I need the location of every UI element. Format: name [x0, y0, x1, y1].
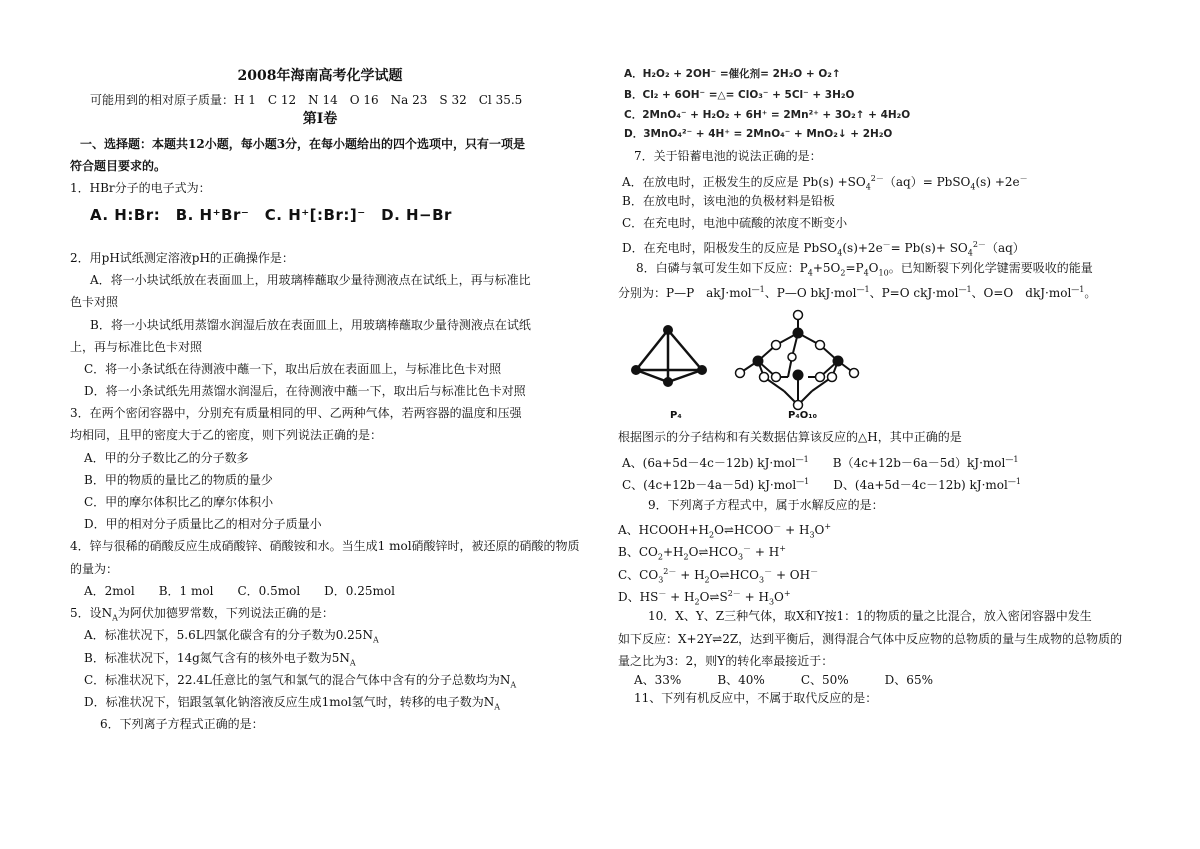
atomic-masses: 可能用到的相对原子质量：H 1 C 12 N 14 O 16 Na 23 S 32 Cl 35.5 [90, 93, 523, 107]
question-11: 11、下列有机反应中，不属于取代反应的是： [634, 691, 878, 705]
question-9: 9．下列离子方程式中，属于水解反应的是： [648, 498, 884, 512]
question-6: 6．下列离子方程式正确的是： [100, 717, 264, 731]
question-2-option-d: D．将一小条试纸先用蒸馏水润湿后，在待测液中蘸一下，取出后与标准比色卡对照 [84, 384, 526, 398]
question-5-option-b: B．标准状况下，14g氮气含有的核外电子数为$5N_A$ [84, 651, 356, 668]
question-7: 7．关于铅蓄电池的说法正确的是： [634, 149, 822, 163]
question-2-option-c: C．将一小条试纸在待测液中蘸一下，取出后放在表面皿上，与标准比色卡对照 [84, 362, 502, 376]
question-8-line1: 8．白磷与氧可发生如下反应：$P_4+5O_2=P_4O_{10}$。已知断裂下列化学键需要吸收的能量 [636, 261, 1093, 278]
question-5-option-a: A．标准状况下，5.6L四氯化碳含有的分子数为$0.25N_A$ [84, 628, 379, 645]
question-6-option-c: C．2MnO₄⁻ + H₂O₂ + 6H⁺ = 2Mn²⁺ + 3O₂↑ + 4H₂O [624, 109, 911, 121]
question-6-option-a: A．H₂O₂ + 2OH⁻ =催化剂= 2H₂O + O₂↑ [624, 68, 841, 80]
question-7-option-b: B．在放电时，该电池的负极材料是铅板 [622, 194, 835, 208]
section-intro-line2: 符合题目要求的。 [70, 159, 167, 173]
exam-title: 2008年海南高考化学试题 [237, 68, 403, 84]
question-2-option-b-line2: 上，再与标准比色卡对照 [70, 340, 203, 354]
p4-label: P₄ [670, 410, 682, 421]
question-6-option-d: D．3MnO₄²⁻ + 4H⁺ = 2MnO₄⁻ + MnO₂↓ + 2H₂O [624, 128, 893, 140]
question-9-option-a: A、$HCOOH+H_2O\rightleftharpoons HCOO^- + H_3O^+$ [618, 522, 832, 540]
question-3-option-b: B．甲的物质的量比乙的物质的量少 [84, 473, 273, 487]
question-1-options: A. H:Br: B. H⁺Br⁻ C. H⁺[:Br:]⁻ D. H−Br [90, 206, 452, 224]
question-2-option-b-line1: B．将一小块试纸用蒸馏水润湿后放在表面皿上，用玻璃棒蘸取少量待测液点在试纸 [90, 318, 531, 332]
question-3-option-a: A．甲的分子数比乙的分子数多 [84, 451, 249, 465]
question-8-line2: 分别为：P—P akJ·mol$^{—1}$、P—O bkJ·mol$^{—1}$、P=O ckJ·mol$^{—1}$、O=O dkJ·mol$^{—1}$。 [618, 285, 1097, 300]
question-7-option-d: D．在充电时，阳极发生的反应是 PbSO$_4$(s)+2e－= $Pb(s)+ SO_4^{2-}(aq)$ [622, 240, 1025, 258]
question-9-option-b: B、$CO_2+H_2O\rightleftharpoons HCO_3^- + H^+$ [618, 544, 786, 562]
question-10-options: A、33% B、40% C、50% D、65% [634, 673, 933, 687]
question-3-option-c: C．甲的摩尔体积比乙的摩尔体积小 [84, 495, 274, 509]
question-2-option-a-line1: A．将一小块试纸放在表面皿上，用玻璃棒蘸取少量待测液点在试纸上，再与标准比 [90, 273, 531, 287]
question-4-line2: 的量为： [70, 562, 119, 576]
question-3-option-d: D．甲的相对分子质量比乙的相对分子质量小 [84, 517, 322, 531]
question-6-option-b: B．Cl₂ + 6OH⁻ =△= ClO₃⁻ + 5Cl⁻ + 3H₂O [624, 89, 855, 101]
question-5-option-d: D．标准状况下，铝跟氢氧化钠溶液反应生成1mol氢气时，转移的电子数为$N_A$ [84, 695, 500, 712]
question-10-line1: 10．X、Y、Z三种气体，取X和Y按1：1的物质的量之比混合，放入密闭容器中发生 [648, 609, 1092, 623]
question-7-option-c: C．在充电时，电池中硫酸的浓度不断变小 [622, 216, 848, 230]
p4-structure-diagram [626, 318, 716, 422]
question-9-option-d: D、$HS^- + H_2O\rightleftharpoons S^{2-} + H_3O^+$ [618, 589, 791, 607]
question-9-option-c: C、$CO_3^{2-}$ + $H_2O\rightleftharpoons HCO_3^- + OH^-$ [618, 567, 819, 585]
question-4-line1: 4．锌与很稀的硝酸反应生成硝酸锌、硝酸铵和水。当生成1 mol硝酸锌时，被还原的硝酸的物质 [70, 539, 580, 553]
question-5: 5．设$N_A$为阿伏加德罗常数，下列说法正确的是： [70, 606, 334, 623]
question-10-line2: 如下反应：X+2Y⇌2Z，达到平衡后，测得混合气体中反应物的总物质的量与生成物的总物质的 [618, 632, 1123, 646]
question-2: 2．用pH试纸测定溶液pH的正确操作是： [70, 251, 294, 265]
question-2-option-a-line2: 色卡对照 [70, 295, 119, 309]
question-8-options-ab: A、(6a+5d－4c－12b) kJ·mol$^{—1}$ B（4c+12b－6a－5d）kJ·mol$^{—1}$ [622, 455, 1019, 470]
p4o10-label: P₄O₁₀ [788, 410, 817, 421]
question-8-line3: 根据图示的分子结构和有关数据估算该反应的△H，其中正确的是 [618, 430, 962, 444]
question-10-line3: 量之比为3：2，则Y的转化率最接近于： [618, 654, 834, 668]
question-3-line2: 均相同，且甲的密度大于乙的密度，则下列说法正确的是： [70, 428, 383, 442]
section-intro-line1: 一、选择题：本题共12小题，每小题3分，在每小题给出的四个选项中，只有一项是 [80, 137, 526, 151]
question-1: 1．HBr分子的电子式为： [70, 181, 211, 195]
question-8-options-cd: C、(4c+12b－4a－5d) kJ·mol$^{—1}$ D、(4a+5d－4c－12b) kJ·mol$^{—1}$ [622, 477, 1021, 492]
question-3-line1: 3．在两个密闭容器中，分别充有质量相同的甲、乙两种气体，若两容器的温度和压强 [70, 406, 522, 420]
volume-heading: 第Ⅰ卷 [302, 111, 338, 127]
question-5-option-c: C．标准状况下，22.4L任意比的氢气和氯气的混合气体中含有的分子总数均为$N_A$ [84, 673, 517, 690]
question-7-option-a: A．在放电时，正极发生的反应是 $Pb(s) +SO_4^{2-}(aq)=$ PbSO$_4$(s) +2e－ [622, 174, 1028, 192]
p4o10-structure-diagram [728, 305, 868, 417]
question-4-options: A．2mol B．1 mol C．0.5mol D．0.25mol [84, 584, 395, 598]
